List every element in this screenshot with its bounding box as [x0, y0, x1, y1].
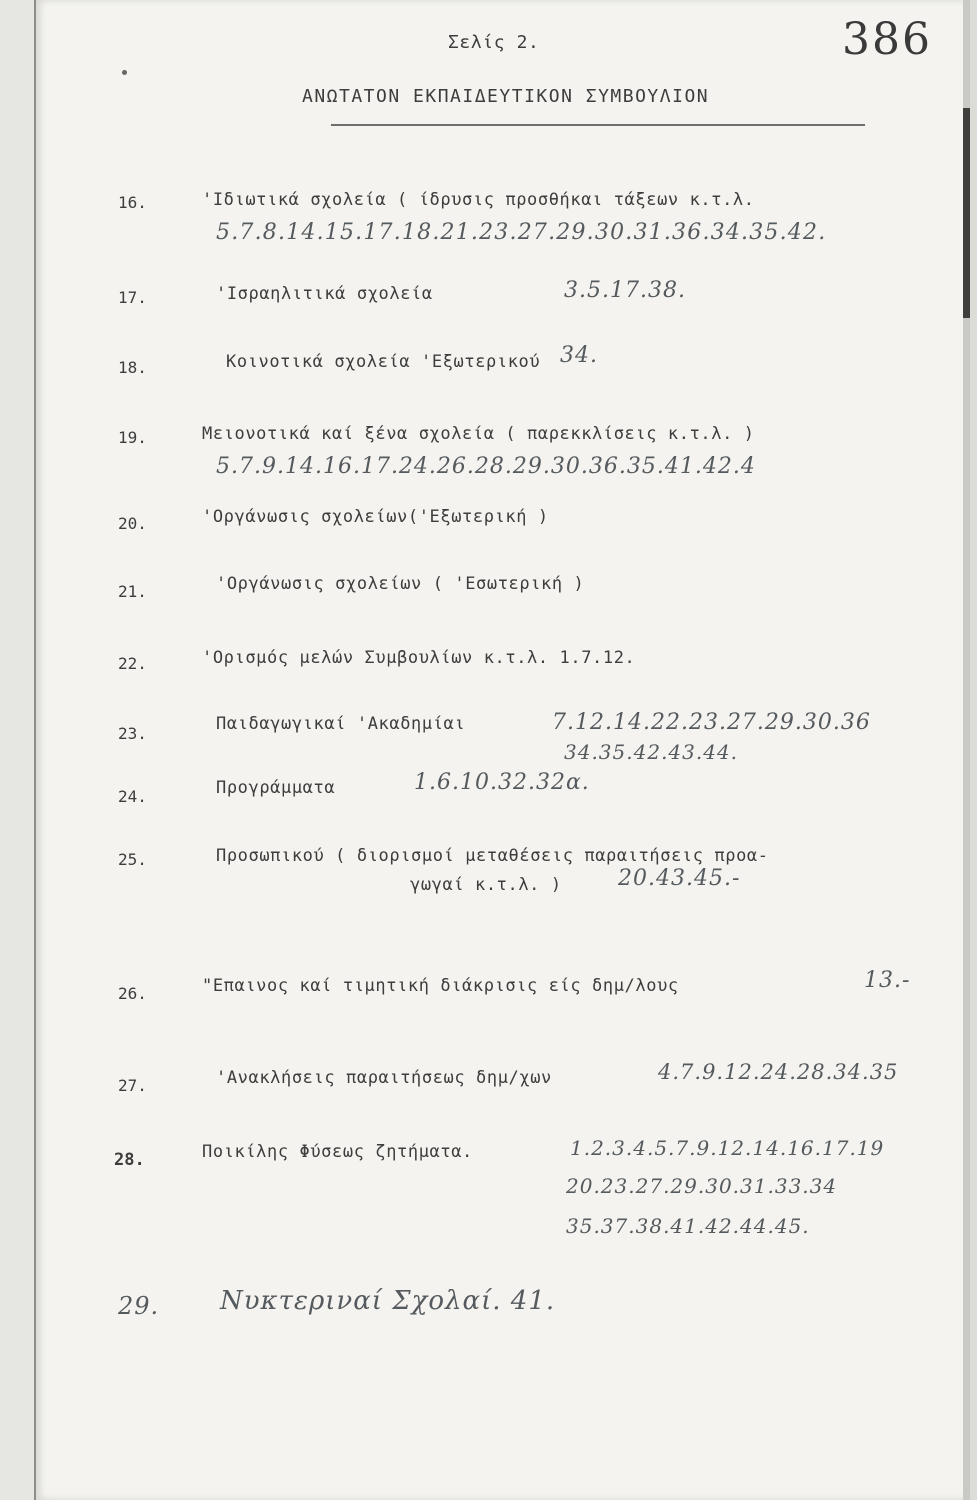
entry-text: 'Ισραηλιτικά σχολεία	[216, 284, 433, 304]
document-title: ΑΝΩΤΑΤΟΝ ΕΚΠΑΙΔΕΥΤΙΚΟΝ ΣΥΜΒΟΥΛΙΟΝ	[302, 86, 710, 107]
entry-number: 25.	[118, 850, 147, 869]
entry-text-continued: γωγαί κ.τ.λ. )	[410, 875, 562, 895]
page-label: Σελίς 2.	[448, 32, 540, 53]
entry-number: 19.	[118, 428, 147, 447]
entry-number: 18.	[118, 358, 147, 377]
entry-text: "Επαινος καί τιμητική διάκρισις είς δημ/λους	[202, 976, 679, 996]
entry-handwritten-refs: 1.6.10.32.32α.	[414, 770, 590, 795]
entry-handwritten-refs: 20.43.45.-	[618, 866, 741, 891]
entry-text: 'Ορισμός μελών Συμβουλίων κ.τ.λ. 1.7.12.	[202, 648, 636, 668]
entry-number: 16.	[118, 193, 147, 212]
entry-text-handwritten: Νυκτεριναί Σχολαί. 41.	[220, 1286, 556, 1316]
entry-handwritten-refs: 1.2.3.4.5.7.9.12.14.16.17.19	[570, 1136, 885, 1160]
entry-text: Ποικίλης Φύσεως ζητήματα.	[202, 1142, 473, 1162]
ink-speck	[122, 70, 127, 75]
entry-number-handwritten: 29.	[118, 1292, 160, 1320]
entry-text: 'Ιδιωτικά σχολεία ( ίδρυσις προσθήκαι τάξεων κ.τ.λ.	[202, 190, 755, 210]
document-page	[34, 0, 970, 1500]
entry-number: 22.	[118, 654, 147, 673]
entry-handwritten-refs: 20.23.27.29.30.31.33.34	[566, 1174, 838, 1198]
entry-number: 26.	[118, 984, 147, 1003]
entry-text: Παιδαγωγικαί 'Ακαδημίαι	[216, 714, 466, 734]
entry-handwritten-refs: 7.12.14.22.23.27.29.30.36	[552, 710, 871, 735]
entry-number: 24.	[118, 787, 147, 806]
entry-handwritten-refs: 5.7.9.14.16.17.24.26.28.29.30.36.35.41.42.4	[216, 454, 756, 479]
entry-number: 23.	[118, 724, 147, 743]
entry-text: Μειονοτικά καί ξένα σχολεία ( παρεκκλίσεις κ.τ.λ. )	[202, 424, 755, 444]
entry-handwritten-refs: 34.	[560, 343, 598, 368]
entry-text: 'Οργάνωσις σχολείων ( 'Εσωτερική )	[216, 574, 585, 594]
entry-handwritten-refs: 35.37.38.41.42.44.45.	[566, 1214, 810, 1238]
entry-handwritten-refs: 5.7.8.14.15.17.18.21.23.27.29.30.31.36.34.35.42.	[216, 220, 827, 245]
entry-text: Προγράμματα	[216, 778, 336, 798]
title-underline	[331, 124, 865, 126]
page-number-handwritten: 386	[842, 14, 932, 65]
entry-text: Προσωπικού ( διορισμοί μεταθέσεις παραιτήσεις προα-	[216, 846, 769, 866]
entry-number: 27.	[118, 1076, 147, 1095]
entry-number: 21.	[118, 582, 147, 601]
entry-handwritten-refs: 3.5.17.38.	[564, 278, 686, 303]
entry-number: 17.	[118, 288, 147, 307]
entry-text: 'Οργάνωσις σχολείων('Εξωτερική )	[202, 507, 549, 527]
entry-handwritten-refs: 4.7.9.12.24.28.34.35	[658, 1060, 899, 1084]
entry-handwritten-refs: 13.-	[864, 968, 911, 993]
entry-number: 28.	[114, 1150, 145, 1170]
entry-text: Κοινοτικά σχολεία 'Εξωτερικού	[226, 352, 541, 372]
entry-text: 'Ανακλήσεις παραιτήσεως δημ/χων	[216, 1068, 552, 1088]
scan-left-margin	[0, 0, 36, 1500]
scan-right-edge	[963, 0, 970, 1500]
entry-handwritten-refs: 34.35.42.43.44.	[564, 740, 739, 764]
entry-number: 20.	[118, 514, 147, 533]
